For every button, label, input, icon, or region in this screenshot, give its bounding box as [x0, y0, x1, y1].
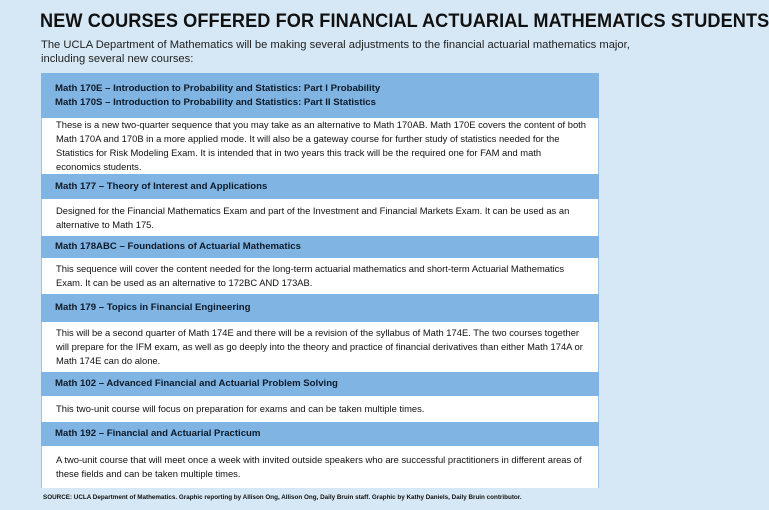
course-description: This will be a second quarter of Math 174E and there will be a revision of the syllabus of Math 174E. The two courses together will prepare for the IFM exam, as well as go deeply into the theory and practice of financial derivatives than either Math 174A or Math 174E can do alone.	[56, 327, 583, 366]
course-header-170	[41, 73, 599, 118]
course-description-192	[41, 446, 599, 488]
course-description: These is a new two-quarter sequence that you may take as an alternative to Math 170AB. Math 170E covers the content of both Math 170A and 170B in a more applied mode. It will also be a gateway course for further study of statistics needed for the Statistics for Risk Modeling Exam. It is intended that in two years this track will be the required one for FAM and math economics students.	[56, 119, 586, 172]
course-title: Math 177 – Theory of Interest and Applications	[55, 180, 268, 192]
subtitle: The UCLA Department of Mathematics will be making several adjustments to the financial actuarial mathematics major, including several new courses:	[41, 39, 630, 65]
course-header-192	[41, 422, 599, 446]
course-description: Designed for the Financial Mathematics Exam and part of the Investment and Financial Markets Exam. It can be used as an alternative to Math 175.	[56, 204, 570, 230]
course-header-178	[41, 236, 599, 258]
course-description-177	[41, 199, 599, 236]
course-table	[41, 73, 599, 488]
page-title: NEW COURSES OFFERED FOR FINANCIAL ACTUARIAL MATHEMATICS STUDENTS	[40, 10, 769, 32]
course-title: Math 192 – Financial and Actuarial Practicum	[55, 428, 261, 439]
course-description-179	[41, 322, 599, 372]
course-description-102	[41, 396, 599, 422]
course-title: Math 170E – Introduction to Probability and Statistics: Part I Probability	[55, 82, 381, 94]
course-description-170	[41, 118, 599, 174]
course-description: This sequence will cover the content needed for the long-term actuarial mathematics and short-term Actuarial Mathematics Exam. It can be used as an alternative to 172BC AND 173AB.	[56, 263, 565, 288]
course-description: A two-unit course that will meet once a week with invited outside speakers who are successful practitioners in different areas of these fields and can be taken multiple times.	[56, 454, 582, 479]
source-credit: SOURCE: UCLA Department of Mathematics. Graphic reporting by Allison Ong, Allison Ong, Daily Bruin staff. Graphic by Kathy Daniels, Daily Bruin contributor.	[43, 494, 522, 501]
course-title: Math 179 – Topics in Financial Engineering	[55, 302, 251, 313]
course-title: Math 170S – Introduction to Probability and Statistics: Part II Statistics	[55, 96, 376, 108]
course-description-178	[41, 258, 599, 294]
course-description: This two-unit course will focus on preparation for exams and can be taken multiple times.	[56, 403, 425, 414]
course-header-177	[41, 174, 599, 199]
course-title: Math 102 – Advanced Financial and Actuarial Problem Solving	[55, 378, 338, 389]
course-header-102	[41, 372, 599, 396]
course-title: Math 178ABC – Foundations of Actuarial Mathematics	[55, 241, 301, 252]
course-header-179	[41, 294, 599, 322]
